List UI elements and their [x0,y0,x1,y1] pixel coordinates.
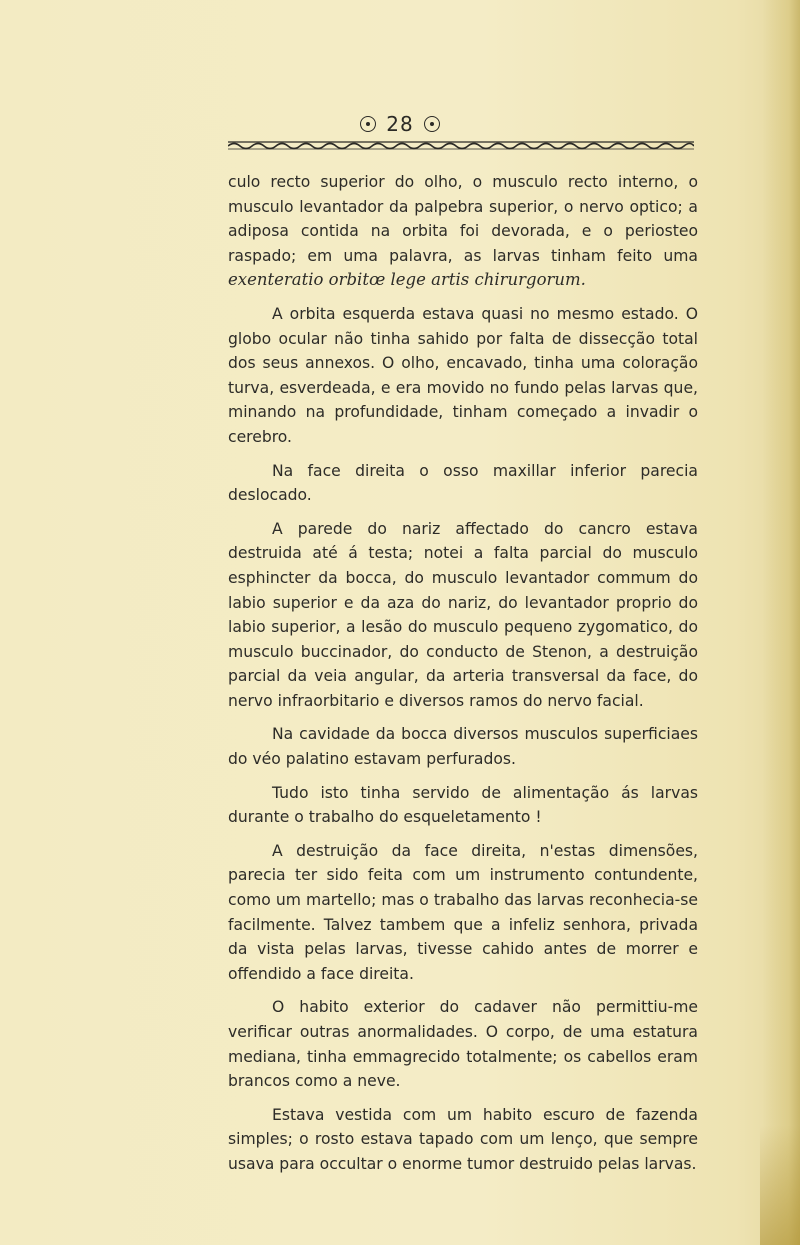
page-header [0,112,800,136]
paragraph-6: Tudo isto tinha servido de alimentação ás larvas durante o trabalho do esqueletamento ! [228,783,698,827]
page-number: 28 [386,112,414,136]
paragraph-4: A parede do nariz affectado do cancro estava destruida até á testa; notei a falta parcial do musculo esphincter da bocca, do musculo levantador commum do labio superior e da aza do nariz, do levantador proprio do labio superior, a lesão do musculo pequeno zygomatico, do musculo buccinador, do conducto de Stenon, a destruição parcial da veia angular, da arteria transversal da face, do nervo infraorbitario e diversos ramos do nervo facial. [228,519,698,710]
wavy-line [228,144,694,149]
paragraph-9: Estava vestida com um habito escuro de fazenda simples; o rosto estava tapado com um lenço, que sempre usava para occultar o enorme tumor destruido pelas larvas. [228,1105,698,1173]
paragraph-7: A destruição da face direita, n'estas dimensões, parecia ter sido feita com um instrumento contundente, como um martello; mas o trabalho das larvas reconhecia-se facilmente. Talvez tambem que a infeliz senhora, privada da vista pelas larvas, tivesse cahido antes de morrer e offendido a face direita. [228,841,698,983]
circle-dot-ornament-icon [360,116,376,132]
page-edge-stain [762,0,800,1245]
paragraph-1-text: culo recto superior do olho, o musculo recto interno, o musculo levantador da palpebra superior, o nervo optico; a adiposa contida na orbita foi devorada, e o periosteo raspado; em uma palavra, as larvas tinham feito uma [228,173,698,265]
latin-phrase: exenteratio orbitœ lege artis chirurgorum. [228,270,586,290]
decorative-wavy-rule [228,138,694,150]
page-corner-stain [760,1125,800,1245]
paragraph-3: Na face direita o osso maxillar inferior parecia deslocado. [228,461,698,505]
paragraph-8: O habito exterior do cadaver não permittiu-me verificar outras anormalidades. O corpo, de uma estatura mediana, tinha emmagrecido totalmente; os cabellos eram brancos como a neve. [228,998,698,1091]
paragraph-1 [228,170,698,293]
body-text [228,170,698,1186]
circle-dot-ornament-icon [424,116,440,132]
paragraph-2: A orbita esquerda estava quasi no mesmo estado. O globo ocular não tinha sahido por falta de dissecção total dos seus annexos. O olho, encavado, tinha uma coloração turva, esverdeada, e era movido no fundo pelas larvas que, minando na profundidade, tinham começado a invadir o cerebro. [228,304,698,446]
paragraph-5: Na cavidade da bocca diversos musculos superficiaes do véo palatino estavam perfurados. [228,725,698,769]
